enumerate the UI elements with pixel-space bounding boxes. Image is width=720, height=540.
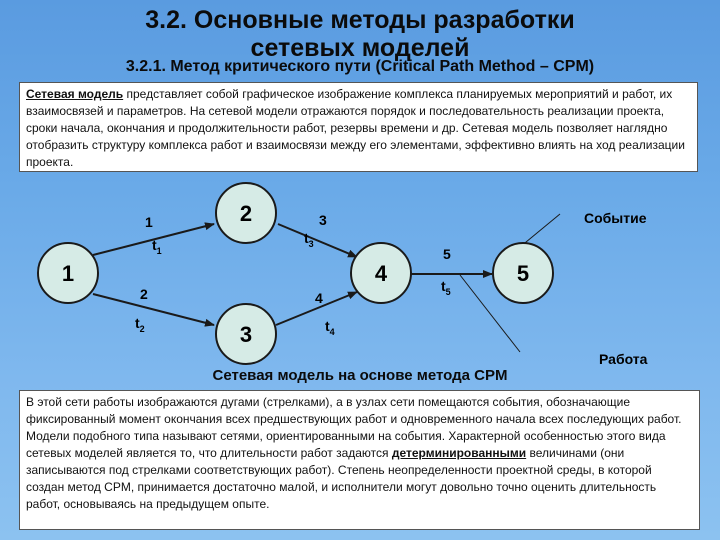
intro-term: Сетевая модель bbox=[26, 87, 124, 101]
event-node-5-label: 5 bbox=[516, 261, 530, 286]
legend-event-label: Событие bbox=[584, 210, 647, 226]
event-node-2-label: 2 bbox=[239, 201, 253, 226]
intro-text: представляет собой графическое изображение комплекса планируемых мероприятий и работ, их взаимосвязей и параметров. На сетевой модели отражаются порядок и последовательность реализации проекта, сроки начала, окончания и продолжительности работ, резервы времени и др. Сетевая модель позволяет наглядно отобразить структуру комплекса работ и взаимосвязи между его элементами, эффективно влиять на ход реализации проекта. bbox=[26, 87, 685, 169]
arc-1-number: 1 bbox=[145, 214, 153, 230]
event-node-2 bbox=[216, 183, 276, 243]
explanation-text-part2: величинами (они записываются под стрелками соответствующих работ). Степень неопределенности проектной среды, в которой создан метод CPM, принимается достаточно малой, и исполнители могут довольно точно оценить длительность работ, основываясь на предыдущем опыте. bbox=[26, 446, 657, 511]
legend-event-pointer bbox=[520, 214, 560, 247]
event-node-5 bbox=[493, 243, 553, 303]
legend-work-label: Работа bbox=[599, 351, 648, 367]
arc-1-duration: $t_1$ bbox=[152, 237, 162, 256]
arc-1-3 bbox=[93, 294, 214, 325]
event-node-3-label: 3 bbox=[239, 322, 253, 347]
event-node-1 bbox=[38, 243, 98, 303]
explanation-box bbox=[19, 390, 700, 530]
arc-5-number: 5 bbox=[443, 246, 451, 262]
slide-subtitle: 3.2.1. Метод критического пути (Critical Path Method – CPM) bbox=[125, 58, 595, 75]
event-node-4-label: 4 bbox=[374, 261, 388, 286]
arc-2-4 bbox=[278, 224, 357, 257]
arc-5-duration: $t_5$ bbox=[441, 278, 451, 297]
event-node-3 bbox=[216, 304, 276, 364]
arc-2-duration: $t_2$ bbox=[135, 315, 145, 334]
title-line-1: 3.2. Основные методы разработки bbox=[145, 6, 575, 34]
title-line-2: сетевых моделей bbox=[250, 34, 470, 62]
event-node-4 bbox=[351, 243, 411, 303]
arc-2-number: 2 bbox=[140, 286, 148, 302]
arc-4-duration: $t_4$ bbox=[325, 318, 335, 337]
explanation-text-part1: В этой сети работы изображаются дугами (стрелками), а в узлах сети помещаются события, обозначающие фиксированный момент окончания всех предшествующих работ и одновременного начала всех последующих работ. Модели подобного типа называют сетями, ориентированными на события. Характерной особенностью этого вида сетевых моделей является то, что длительности работ задаются bbox=[26, 395, 682, 460]
arc-3-duration: $t_3$ bbox=[304, 230, 314, 249]
event-node-1-label: 1 bbox=[61, 261, 75, 286]
arc-3-number: 3 bbox=[319, 212, 327, 228]
arc-4-number: 4 bbox=[315, 290, 323, 306]
explanation-term: детерминированными bbox=[391, 446, 527, 460]
diagram-caption: Сетевая модель на основе метода CPM bbox=[212, 367, 508, 384]
